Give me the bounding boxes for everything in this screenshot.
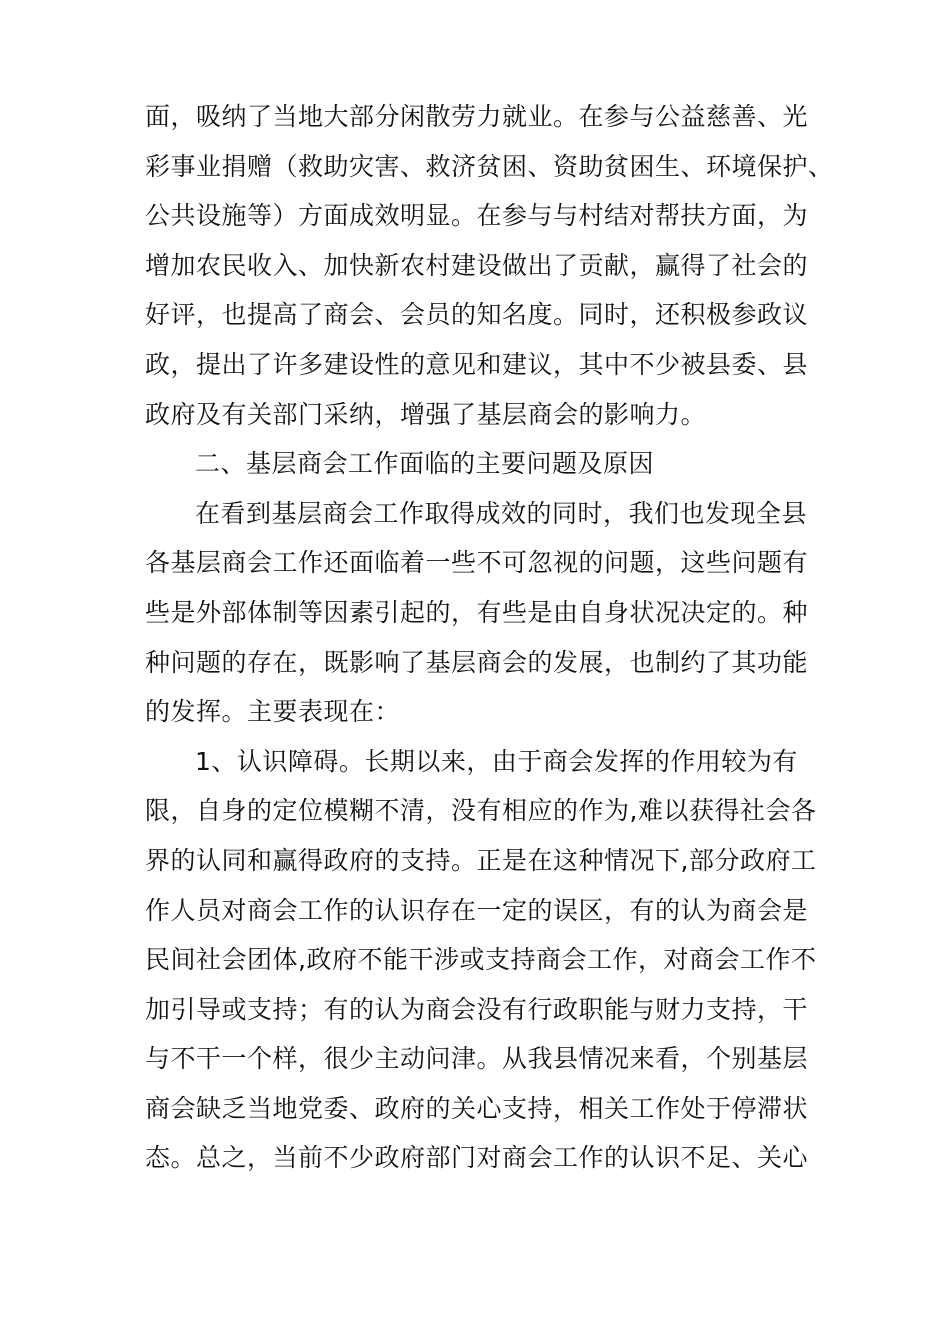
section-heading: 二、基层商会工作面临的主要问题及原因	[195, 449, 655, 479]
text-line: 彩事业捐赠（救助灾害、救济贫困、资助贫困生、环境保护、	[145, 151, 834, 181]
text-line: 界的认同和赢得政府的支持。正是在这种情况下,部分政府工	[145, 845, 817, 875]
text-line: 好评，也提高了商会、会员的知名度。同时，还积极参政议	[145, 300, 809, 330]
text-line: 面，吸纳了当地大部分闲散劳力就业。在参与公益慈善、光	[145, 102, 809, 131]
text-line: 作人员对商会工作的认识存在一定的误区，有的认为商会是	[145, 895, 809, 925]
text-line: 1、认识障碍。长期以来，由于商会发挥的作用较为有	[195, 746, 798, 776]
text-line: 的发挥。主要表现在：	[145, 697, 401, 727]
text-line: 民间社会团体,政府不能干涉或支持商会工作，对商会工作不	[145, 945, 817, 975]
text-line: 增加农民收入、加快新农村建设做出了贡献，赢得了社会的	[145, 250, 809, 280]
text-line: 加引导或支持；有的认为商会没有行政职能与财力支持，干	[145, 994, 809, 1024]
paragraph-problems-intro	[145, 489, 809, 737]
text-line: 态。总之，当前不少政府部门对商会工作的认识不足、关心	[145, 1143, 809, 1173]
paragraph-cognitive-barrier	[145, 737, 817, 1183]
paragraph-achievements	[145, 92, 834, 439]
text-line: 公共设施等）方面成效明显。在参与与村结对帮扶方面，为	[145, 201, 809, 231]
document-body	[145, 92, 834, 1183]
text-line: 各基层商会工作还面临着一些不可忽视的问题，这些问题有	[145, 548, 809, 578]
text-line: 在看到基层商会工作取得成效的同时，我们也发现全县	[195, 498, 808, 528]
text-line: 些是外部体制等因素引起的，有些是由自身状况决定的。种	[145, 597, 809, 627]
text-line: 政府及有关部门采纳，增强了基层商会的影响力。	[145, 399, 707, 429]
text-line: 商会缺乏当地党委、政府的关心支持，相关工作处于停滞状	[145, 1093, 809, 1123]
text-line: 限，自身的定位模糊不清，没有相应的作为,难以获得社会各	[145, 796, 817, 826]
text-line: 与不干一个样，很少主动问津。从我县情况来看，个别基层	[145, 1044, 809, 1074]
text-line: 种问题的存在，既影响了基层商会的发展，也制约了其功能	[145, 647, 809, 677]
text-line: 政，提出了许多建设性的意见和建议，其中不少被县委、县	[145, 349, 809, 379]
